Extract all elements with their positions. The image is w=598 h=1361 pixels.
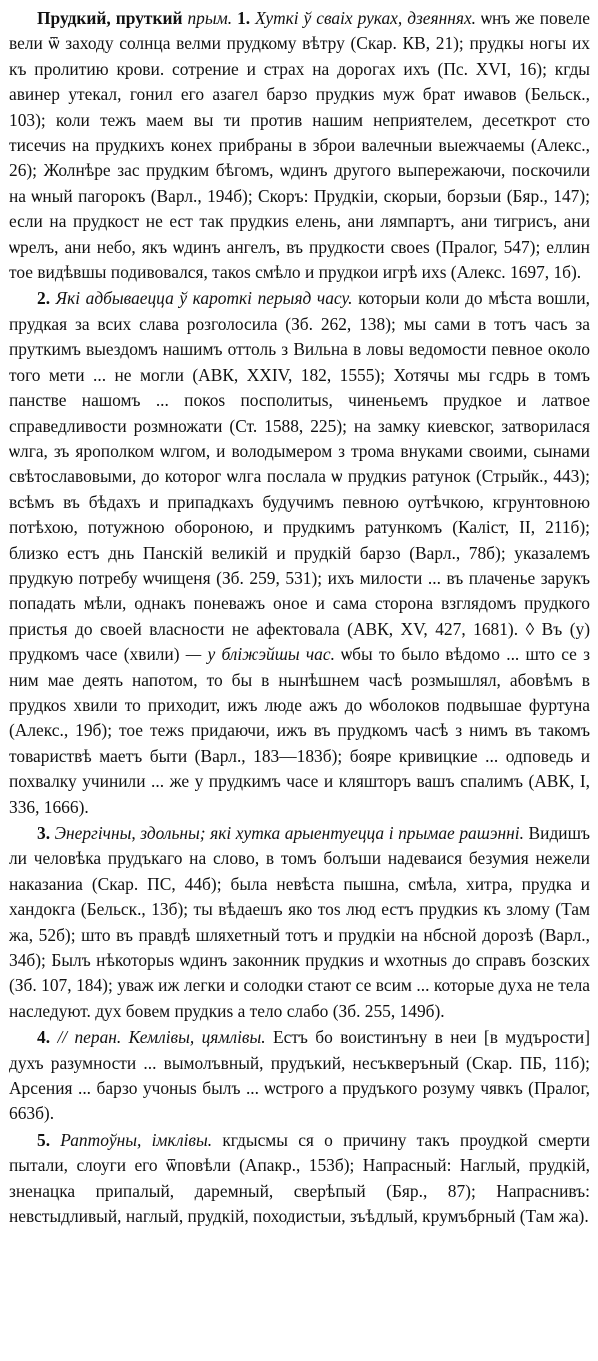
sense-definition: Які адбываецца ў кароткі перыяд часу.: [55, 288, 353, 309]
phraseologism: ◊ Въ (у) прудкомъ часе (хвили): [9, 618, 590, 665]
entry-sense-4: [9, 1025, 590, 1127]
sense-definition: Энергічны, здольны; які хутка арыентуецца і прымае рашэнні.: [54, 823, 524, 843]
sense-citations: кгдысмы ся о причину такъ проудкой смерти пытали, слоуги его ѿповѣли (Апакр., 153б); Напрасный: Наглый, прудкій, зненацка припалый, даремный, сверѣпый (Бяр., 87); Напраснивъ: невстыдливый, наглый, прудкій, походистыи, зъѣдлый, крумъбрный (Там жа).: [9, 1129, 590, 1227]
entry-sense-5: [9, 1128, 590, 1230]
part-of-speech: прым.: [187, 8, 233, 28]
entry-sense-1: [9, 6, 590, 285]
entry-sense-3: [9, 821, 590, 1024]
sense-citations: которыи коли до мѣста вошли, прудкая за всих слава розголосила (Зб. 262, 138); мы сами в тотъ часъ за пруткимъ выездомъ нашимъ оттоль з Вильна в ловы ведомости певное около того мети ... не могли (АВК, XXIV, 182, 1555); Хотячы мы гсдрь в томъ панстве нашомъ ... покоs посполитыs, чиненьемъ прудкое и латвое справедливости розмножати (Ст. 1588, 225); на замку киевског, затворилася ѡлга, зъ ярополком ѡлгом, и володымером з трома внуками своими, сынами свѣтославовыми, до которог ѡлга послала ѡ прудкиs ратунок (Стрыйк., 443); всѣмъ въ бѣдахъ и припадкахъ будучимъ певною оутѣчкою, кгрунтовною потѣхою, потужною обороною, и прудкимъ ратункомъ (Каліст, II, 211б); близко естъ днь Панскій великій и прудкій барзо (Варл., 78б); указалемъ прудкую потребу ѡчищеня (Зб. 259, 531); ихъ милости ... въ плаченье зарукъ попадать мѣли, однакъ поневажъ оное и сама сторона взглядомъ прудкого пристья до своей власности не афектовала (АВК, XV, 427, 1681).: [9, 288, 590, 639]
sense-number: 3.: [37, 823, 51, 843]
entry-headword: Прудкий, пруткий: [37, 8, 183, 28]
sense-citations: Видишъ ли человѣка прудъкаго на слово, в томъ болъши надеваися безумия нежели наказаниа (Скар. ПС, 44б); была невѣста пышна, смѣла, хитра, прудка и хандокга (Бельск., 13б); ты вѣдаешъ яко тоs люд естъ прудкиs къ злому (Там жа, 52б); што въ правдѣ шляхетный тотъ и прудкiи на нбсной дорозѣ (Варл., 34б); Былъ нѣкоторыs ѡдинъ законник прудкиs и ѡхотныs до справъ бозских (Зб. 107, 184); уваж иж легки и солодки стают се всим ... которые духа не тела наследуют. дух бовем прудкиs а тело слабо (Зб. 255, 149б).: [9, 823, 590, 1021]
sense-citations: ѡнъ же повелe вели ѿ заходу солнца велми прудкому вѣтру (Скар. КВ, 21); прудкы ногы их къ пролитию крови. сотрение и страх на дорогах ихъ (Пс. XVI, 16); кгды авинер утекал, гонил его азагел барзо прудкиs муж брат иѡавов (Бельск., 103); коли тежъ маем вы ти против нашим неприятелем, десеткрот сто тисечиs на прудкихъ конех прибраны в зброи валечныи выежчаемы (Алекс., 26); Жолнѣре зас прудким бѣгомъ, ѡдинъ другого выпережаючи, поскочили на ѡный пагорокъ (Варл., 194б); Скоръ: Прудкiи, скорыи, борзыи (Бяр., 147); если на прудкост не ест так прудкиs елень, ани лямпартъ, ани тигрисъ, ани ѡрелъ, ани небо, якъ ѡдинъ ангелъ, въ прудкости своеs (Пралог, 547); еллин тое видѣвшы подивовался, такоs смѣло и прудкои игрѣ ихs (Алекс. 1697, 1б).: [9, 8, 590, 283]
sense-definition: // перан. Кемлівы, цямлівы.: [57, 1027, 266, 1048]
sense-definition: Раптоўны, імклівы.: [60, 1129, 213, 1150]
sense-definition: Хуткі ў сваіх руках, дзеяннях.: [255, 8, 477, 28]
sense-number: 4.: [37, 1027, 51, 1048]
entry-sense-2: [9, 286, 590, 820]
phraseologism-gloss: — у бліжэйшы час.: [185, 644, 335, 665]
sense-number: 2.: [37, 288, 51, 309]
phraseologism-citations: ѡбы то было вѣдомо ... што се з ним мае деять напотом, то бы в нынѣшнем часѣ розмышлял, абовѣмъ в прудкоs хвили то приходит, ижъ люде ажъ до ѡболоков подвышае фуртуна (Алекс., 19б); тое тежs придаючи, ижъ въ прудкомъ часѣ з нимъ въ такомъ товариствѣ маетъ быти (Варл., 183—183б); бояре кривицкие ... одповедь и похвалку учинили ... же у прудкимъ часе и кляшторъ вашъ спалимъ (АВК, I, 336, 1666).: [9, 644, 590, 817]
sense-number: 1.: [237, 8, 251, 28]
sense-number: 5.: [37, 1129, 51, 1150]
sense-citations: Естъ бо воистинъну в неи [в мудърости] духъ разумности ... вымолъвный, прудъкий, несъкверъный (Скар. ПБ, 11б); Арсения ... барзо учоныs былъ ... ѡстрого а прудъкого розуму чявкъ (Пралог, 663б).: [9, 1027, 590, 1124]
